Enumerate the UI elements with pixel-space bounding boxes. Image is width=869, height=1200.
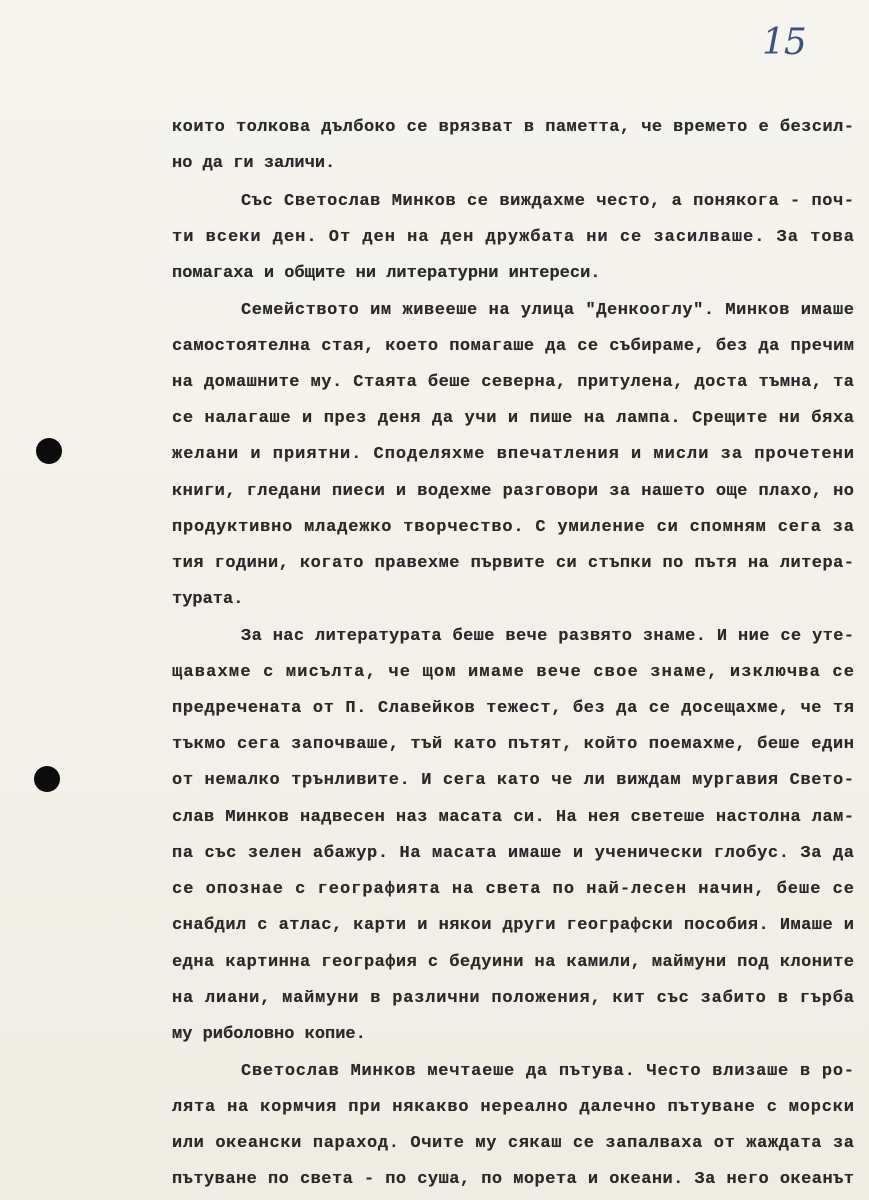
text-line: на домашните му. Стаята беше северна, притулена, доста тъмна, та [172, 373, 855, 392]
text-line: Със Светослав Минков се виждахме често, а понякога - поч- [241, 192, 855, 211]
text-line: една картинна география с бедуини на камили, маймуни под клоните [172, 953, 855, 972]
page-number: 15 [762, 22, 806, 63]
text-line: самостоятелна стая, което помагаше да се събираме, без да пречим [172, 337, 855, 356]
text-line: които толкова дълбоко се врязват в паметта, че времето е безсил- [172, 118, 855, 137]
text-line: ти всеки ден. От ден на ден дружбата ни се засилваше. За това [172, 228, 855, 247]
text-line: му риболовно копие. [172, 1025, 366, 1044]
text-line: предречената от П. Славейков тежест, без да се досещахме, че тя [172, 699, 855, 718]
text-line: щавахме с мисълта, че щом имаме вече свое знаме, изключва се [172, 663, 856, 682]
punch-hole [34, 766, 60, 792]
text-line: па със зелен абажур. На масата имаше и ученически глобус. За да [172, 844, 855, 863]
text-line: желани и приятни. Споделяхме впечатления и мисли за прочетени [172, 445, 855, 464]
text-line: но да ги заличи. [172, 154, 336, 173]
punch-hole [36, 438, 62, 464]
text-line: помагаха и общите ни литературни интереси. [172, 264, 601, 283]
text-line: тия години, когато правехме първите си стъпки по пътя на литера- [172, 554, 855, 573]
text-line: книги, гледани пиеси и водехме разговори за нашето още плахо, но [172, 482, 855, 501]
text-line: слав Минков надвесен наз масата си. На нея светеше настолна лам- [172, 808, 855, 827]
text-line: Светослав Минков мечтаеше да пътува. Често влизаше в ро- [241, 1062, 855, 1081]
text-line: от немалко трънливите. И сега като че ли виждам мургавия Свето- [172, 771, 855, 790]
text-line: на лиани, маймуни в различни положения, кит със забито в гърба [172, 989, 855, 1008]
text-line: пътуване по света - по суша, по морета и океани. За него океанът [172, 1170, 855, 1189]
text-line: продуктивно младежко творчество. С умиление си спомням сега за [172, 518, 855, 537]
text-line: Семейството им живееше на улица "Денкооглу". Минков имаше [241, 301, 855, 320]
text-line: турата. [172, 590, 244, 609]
text-line: или океански параход. Очите му сякаш се запалваха от жаждата за [172, 1134, 855, 1153]
text-line: лята на кормчия при някакво нереално далечно пътуване с морски [172, 1098, 855, 1117]
text-line: тъкмо сега започваше, тъй като пътят, който поемахме, беше един [172, 735, 855, 754]
text-line: снабдил с атлас, карти и някои други географски пособия. Имаше и [172, 916, 855, 935]
text-line: За нас литературата беше вече развято знаме. И ние се уте- [241, 627, 855, 646]
text-line: се налагаше и през деня да учи и пише на лампа. Срещите ни бяха [172, 409, 855, 428]
text-line: се опознае с географията на света по най-лесен начин, беше се [172, 880, 855, 899]
